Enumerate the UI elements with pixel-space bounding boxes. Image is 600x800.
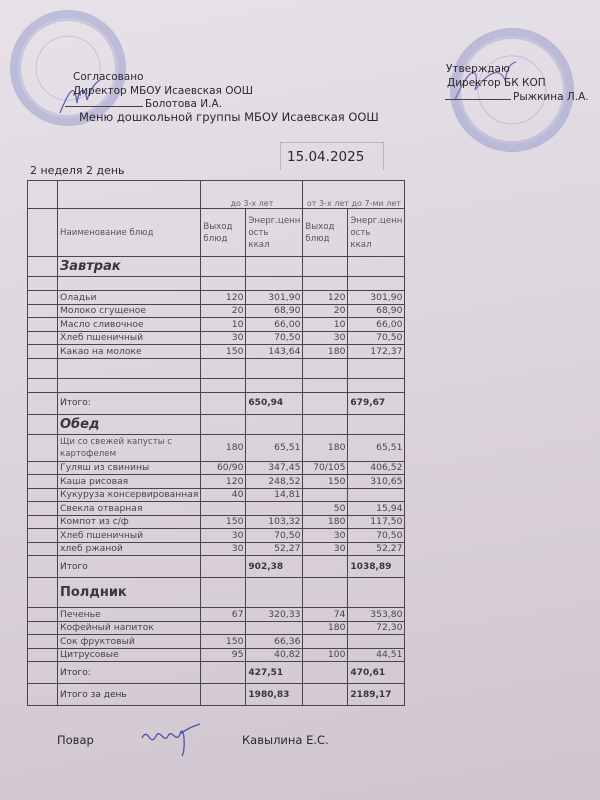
empty-cell bbox=[28, 475, 58, 489]
day-total-row bbox=[28, 684, 405, 706]
empty-cell bbox=[58, 378, 201, 392]
day-total-3-to-7: 2189,17 bbox=[348, 684, 405, 706]
empty-cell bbox=[201, 277, 246, 291]
section-total-under-3: 902,38 bbox=[246, 556, 303, 578]
table-row bbox=[28, 621, 405, 635]
energy-3-to-7: 44,51 bbox=[348, 648, 405, 662]
energy-3-to-7: 66,00 bbox=[348, 318, 405, 332]
col-energy-2: Энерг.ценн ость ккал bbox=[348, 209, 405, 257]
energy-3-to-7: 310,65 bbox=[348, 475, 405, 489]
col-dish-name: Наименование блюд bbox=[58, 209, 201, 257]
energy-3-to-7: 70,50 bbox=[348, 529, 405, 543]
table-row bbox=[28, 331, 405, 345]
table-row bbox=[28, 635, 405, 649]
group-header-row bbox=[28, 181, 405, 209]
energy-3-to-7: 117,50 bbox=[348, 515, 405, 529]
empty-cell bbox=[246, 358, 303, 378]
table-row bbox=[28, 515, 405, 529]
output-under-3: 60/90 bbox=[201, 461, 246, 475]
empty-cell bbox=[201, 392, 246, 414]
energy-under-3: 248,52 bbox=[246, 475, 303, 489]
output-under-3: 150 bbox=[201, 515, 246, 529]
approved-right-label: Утверждаю bbox=[446, 63, 510, 75]
energy-3-to-7: 65,51 bbox=[348, 434, 405, 461]
section-total-row bbox=[28, 662, 405, 684]
empty-cell bbox=[303, 684, 348, 706]
day-total-label: Итого за день bbox=[58, 684, 201, 706]
table-row bbox=[28, 461, 405, 475]
output-under-3: 95 bbox=[201, 648, 246, 662]
empty-cell bbox=[201, 257, 246, 277]
energy-3-to-7 bbox=[348, 635, 405, 649]
empty-cell bbox=[28, 378, 58, 392]
empty-cell bbox=[201, 684, 246, 706]
output-under-3: 30 bbox=[201, 529, 246, 543]
output-3-to-7 bbox=[303, 635, 348, 649]
output-3-to-7: 70/105 bbox=[303, 461, 348, 475]
col-output-2: Выход блюд bbox=[303, 209, 348, 257]
output-3-to-7: 74 bbox=[303, 608, 348, 622]
empty-cell bbox=[28, 434, 58, 461]
energy-3-to-7: 68,90 bbox=[348, 304, 405, 318]
energy-under-3: 320,33 bbox=[246, 608, 303, 622]
empty-cell bbox=[348, 378, 405, 392]
output-3-to-7 bbox=[303, 488, 348, 502]
week-day: 2 неделя 2 день bbox=[30, 164, 125, 177]
section-title: Обед bbox=[58, 414, 201, 434]
dish-name: Кукуруза консервированная bbox=[58, 488, 201, 502]
dish-name: Компот из с/ф bbox=[58, 515, 201, 529]
energy-3-to-7: 72,30 bbox=[348, 621, 405, 635]
empty-cell bbox=[201, 556, 246, 578]
empty-cell bbox=[28, 662, 58, 684]
energy-under-3: 301,90 bbox=[246, 291, 303, 305]
section-total-3-to-7: 679,67 bbox=[348, 392, 405, 414]
section-total-3-to-7: 470,61 bbox=[348, 662, 405, 684]
energy-under-3: 143,64 bbox=[246, 345, 303, 359]
empty-cell bbox=[303, 257, 348, 277]
column-header-row bbox=[28, 209, 405, 257]
table-row bbox=[28, 529, 405, 543]
energy-under-3: 70,50 bbox=[246, 529, 303, 543]
spacer-row bbox=[28, 378, 405, 392]
approved-left-position: Директор МБОУ Исаевская ООШ bbox=[73, 85, 253, 97]
output-3-to-7: 100 bbox=[303, 648, 348, 662]
approved-right-name: Рыжкина Л.А. bbox=[513, 91, 589, 103]
energy-under-3: 70,50 bbox=[246, 331, 303, 345]
output-under-3: 10 bbox=[201, 318, 246, 332]
section-total-row bbox=[28, 392, 405, 414]
section-header-row bbox=[28, 257, 405, 277]
dish-name: Гуляш из свинины bbox=[58, 461, 201, 475]
dish-name: Кофейный напиток bbox=[58, 621, 201, 635]
approved-left-name: Болотова И.А. bbox=[145, 98, 222, 110]
empty-cell bbox=[28, 529, 58, 543]
table-row bbox=[28, 475, 405, 489]
output-3-to-7: 180 bbox=[303, 434, 348, 461]
energy-under-3 bbox=[246, 502, 303, 516]
empty-cell bbox=[201, 378, 246, 392]
table-row bbox=[28, 291, 405, 305]
section-title: Завтрак bbox=[58, 257, 201, 277]
empty-cell bbox=[303, 392, 348, 414]
cook-role: Повар bbox=[57, 733, 94, 747]
empty-cell bbox=[28, 414, 58, 434]
empty-cell bbox=[201, 358, 246, 378]
empty-cell bbox=[348, 358, 405, 378]
section-header-row bbox=[28, 414, 405, 434]
energy-3-to-7: 52,27 bbox=[348, 542, 405, 556]
output-under-3: 20 bbox=[201, 304, 246, 318]
empty-cell bbox=[303, 556, 348, 578]
empty-cell bbox=[28, 621, 58, 635]
empty-cell bbox=[28, 542, 58, 556]
empty-cell bbox=[303, 277, 348, 291]
section-header-row bbox=[28, 578, 405, 608]
empty-cell bbox=[201, 662, 246, 684]
table-row bbox=[28, 434, 405, 461]
energy-under-3 bbox=[246, 621, 303, 635]
empty-cell bbox=[246, 378, 303, 392]
output-3-to-7: 50 bbox=[303, 502, 348, 516]
empty-cell bbox=[28, 331, 58, 345]
empty-cell bbox=[246, 277, 303, 291]
empty-cell bbox=[303, 414, 348, 434]
col-energy-1: Энерг.ценн ость ккал bbox=[246, 209, 303, 257]
output-3-to-7: 180 bbox=[303, 345, 348, 359]
energy-under-3: 40,82 bbox=[246, 648, 303, 662]
table-row bbox=[28, 488, 405, 502]
dish-name: Цитрусовые bbox=[58, 648, 201, 662]
energy-3-to-7 bbox=[348, 488, 405, 502]
output-under-3: 120 bbox=[201, 475, 246, 489]
section-total-under-3: 427,51 bbox=[246, 662, 303, 684]
empty-cell bbox=[28, 488, 58, 502]
empty-cell bbox=[28, 392, 58, 414]
dish-name: Каша рисовая bbox=[58, 475, 201, 489]
empty-cell bbox=[303, 578, 348, 608]
section-total-3-to-7: 1038,89 bbox=[348, 556, 405, 578]
energy-under-3: 68,90 bbox=[246, 304, 303, 318]
approved-left-label: Согласовано bbox=[73, 71, 144, 83]
empty-cell bbox=[28, 318, 58, 332]
approved-right-signature-line bbox=[445, 91, 589, 104]
energy-under-3: 347,45 bbox=[246, 461, 303, 475]
group-under-3: до 3-х лет bbox=[201, 181, 303, 209]
col-output-1: Выход блюд bbox=[201, 209, 246, 257]
empty-cell bbox=[28, 461, 58, 475]
dish-name: Сок фруктовый bbox=[58, 635, 201, 649]
output-under-3: 30 bbox=[201, 542, 246, 556]
output-under-3: 150 bbox=[201, 635, 246, 649]
menu-date: 15.04.2025 bbox=[280, 142, 384, 170]
table-row bbox=[28, 304, 405, 318]
menu-table bbox=[27, 180, 405, 706]
dish-name: Оладьи bbox=[58, 291, 201, 305]
empty-cell bbox=[28, 502, 58, 516]
page-title: Меню дошкольной группы МБОУ Исаевская ООШ bbox=[79, 110, 379, 124]
output-under-3: 180 bbox=[201, 434, 246, 461]
empty-cell bbox=[28, 578, 58, 608]
section-total-label: Итого bbox=[58, 556, 201, 578]
output-3-to-7: 180 bbox=[303, 621, 348, 635]
spacer-row bbox=[28, 277, 405, 291]
dish-name: хлеб ржаной bbox=[58, 542, 201, 556]
cook-name: Кавылина Е.С. bbox=[242, 733, 329, 747]
spacer-row bbox=[28, 358, 405, 378]
empty-cell bbox=[348, 414, 405, 434]
empty-cell bbox=[58, 277, 201, 291]
dish-name: Какао на молоке bbox=[58, 345, 201, 359]
empty-cell bbox=[28, 556, 58, 578]
energy-under-3: 66,36 bbox=[246, 635, 303, 649]
day-total-under-3: 1980,83 bbox=[246, 684, 303, 706]
dish-name: Свекла отварная bbox=[58, 502, 201, 516]
empty-cell bbox=[28, 291, 58, 305]
dish-name: Масло сливочное bbox=[58, 318, 201, 332]
output-3-to-7: 150 bbox=[303, 475, 348, 489]
empty-cell bbox=[246, 257, 303, 277]
energy-3-to-7: 70,50 bbox=[348, 331, 405, 345]
empty-cell bbox=[28, 608, 58, 622]
output-under-3: 67 bbox=[201, 608, 246, 622]
section-total-under-3: 650,94 bbox=[246, 392, 303, 414]
output-under-3: 150 bbox=[201, 345, 246, 359]
output-under-3 bbox=[201, 621, 246, 635]
empty-cell bbox=[28, 257, 58, 277]
output-3-to-7: 20 bbox=[303, 304, 348, 318]
table-row bbox=[28, 542, 405, 556]
table-row bbox=[28, 648, 405, 662]
section-total-row bbox=[28, 556, 405, 578]
empty-cell bbox=[246, 414, 303, 434]
energy-3-to-7: 15,94 bbox=[348, 502, 405, 516]
signature-cook bbox=[136, 718, 206, 758]
empty-cell bbox=[28, 358, 58, 378]
energy-3-to-7: 172,37 bbox=[348, 345, 405, 359]
empty-cell bbox=[348, 277, 405, 291]
empty-cell bbox=[201, 414, 246, 434]
output-under-3: 120 bbox=[201, 291, 246, 305]
empty-cell bbox=[58, 358, 201, 378]
energy-3-to-7: 406,52 bbox=[348, 461, 405, 475]
dish-name: Молоко сгущеное bbox=[58, 304, 201, 318]
empty-cell bbox=[303, 662, 348, 684]
table-row bbox=[28, 345, 405, 359]
table-row bbox=[28, 502, 405, 516]
output-3-to-7: 30 bbox=[303, 529, 348, 543]
energy-under-3: 52,27 bbox=[246, 542, 303, 556]
output-3-to-7: 120 bbox=[303, 291, 348, 305]
energy-under-3: 66,00 bbox=[246, 318, 303, 332]
energy-under-3: 65,51 bbox=[246, 434, 303, 461]
section-total-label: Итого: bbox=[58, 662, 201, 684]
energy-3-to-7: 301,90 bbox=[348, 291, 405, 305]
table-row bbox=[28, 318, 405, 332]
dish-name: Щи со свежей капусты с картофелем bbox=[58, 434, 201, 461]
output-3-to-7: 30 bbox=[303, 331, 348, 345]
empty-cell bbox=[28, 304, 58, 318]
energy-under-3: 14,81 bbox=[246, 488, 303, 502]
empty-cell bbox=[28, 277, 58, 291]
empty-cell bbox=[28, 515, 58, 529]
table-row bbox=[28, 608, 405, 622]
empty-cell bbox=[28, 648, 58, 662]
energy-3-to-7: 353,80 bbox=[348, 608, 405, 622]
approved-right-position: Директор БК КОП bbox=[447, 77, 546, 89]
output-under-3: 40 bbox=[201, 488, 246, 502]
group-3-to-7: от 3-х лет до 7-ми лет bbox=[303, 181, 405, 209]
section-title: Полдник bbox=[58, 578, 201, 608]
empty-cell bbox=[348, 257, 405, 277]
energy-under-3: 103,32 bbox=[246, 515, 303, 529]
empty-cell bbox=[246, 578, 303, 608]
dish-name: Хлеб пшеничный bbox=[58, 331, 201, 345]
empty-cell bbox=[303, 378, 348, 392]
empty-cell bbox=[348, 578, 405, 608]
dish-name: Печенье bbox=[58, 608, 201, 622]
empty-cell bbox=[28, 345, 58, 359]
empty-cell bbox=[28, 684, 58, 706]
output-under-3 bbox=[201, 502, 246, 516]
dish-name: Хлеб пшеничный bbox=[58, 529, 201, 543]
empty-cell bbox=[28, 635, 58, 649]
output-3-to-7: 10 bbox=[303, 318, 348, 332]
output-under-3: 30 bbox=[201, 331, 246, 345]
empty-cell bbox=[303, 358, 348, 378]
empty-cell bbox=[201, 578, 246, 608]
output-3-to-7: 30 bbox=[303, 542, 348, 556]
output-3-to-7: 180 bbox=[303, 515, 348, 529]
section-total-label: Итого: bbox=[58, 392, 201, 414]
